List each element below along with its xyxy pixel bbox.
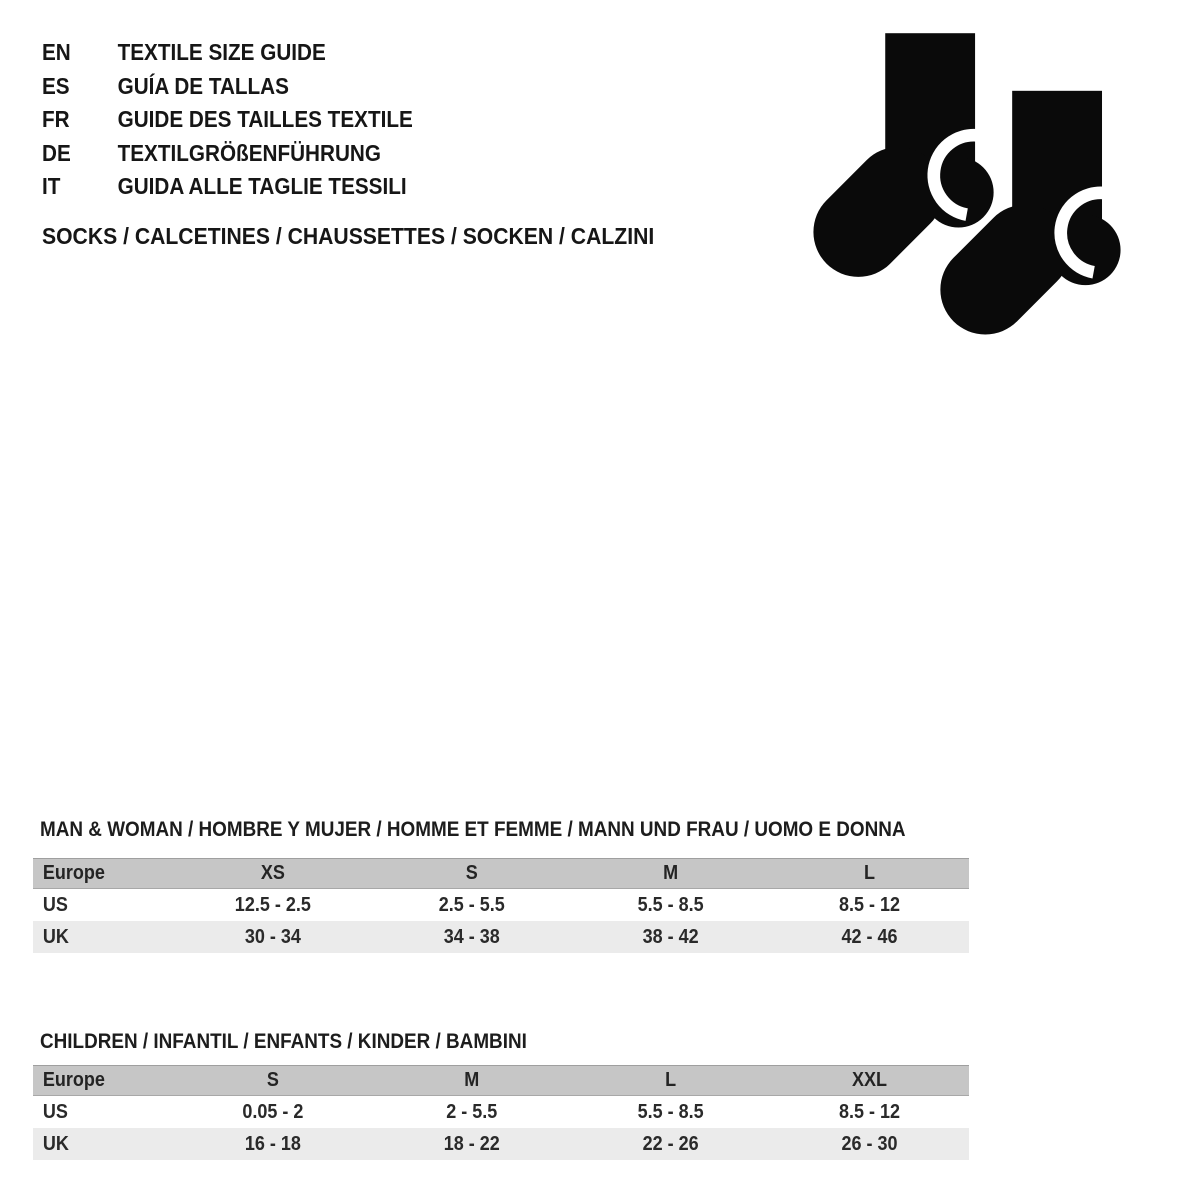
language-row: [42, 36, 413, 70]
size-table-header-row: [33, 1065, 969, 1096]
language-row: [42, 137, 413, 171]
table-header-cell: XS: [260, 862, 285, 884]
language-code: IT: [42, 173, 61, 199]
table-cell: US: [42, 893, 68, 916]
language-title: TEXTILGRÖßENFÜHRUNG: [117, 139, 381, 166]
table-header-cell: L: [864, 862, 876, 884]
language-row: [42, 103, 413, 137]
language-title: GUÍA DE TALLAS: [117, 72, 289, 99]
table-cell: 2 - 5.5: [446, 1100, 498, 1123]
language-title: TEXTILE SIZE GUIDE: [117, 39, 326, 65]
table-header-cell: S: [266, 1069, 279, 1091]
table-row: [33, 889, 969, 921]
table-cell: 5.5 - 8.5: [637, 893, 704, 916]
table-cell: 8.5 - 12: [839, 1100, 901, 1123]
table-header-cell: Europe: [42, 1069, 105, 1091]
table-cell: UK: [42, 1132, 69, 1155]
language-code: DE: [42, 139, 71, 166]
language-row: [42, 170, 413, 204]
language-code: FR: [42, 106, 70, 132]
table-header-cell: M: [464, 1069, 480, 1091]
table-cell: 2.5 - 5.5: [438, 893, 505, 916]
table-cell: 26 - 30: [841, 1132, 898, 1155]
table-cell: UK: [42, 925, 69, 948]
table-cell: 22 - 26: [642, 1132, 699, 1155]
table-header-cell: S: [465, 862, 478, 884]
table-header-cell: M: [663, 862, 679, 884]
table-header-cell: L: [665, 1069, 677, 1091]
size-table-children: [33, 1065, 969, 1160]
table-row: [33, 1096, 969, 1128]
table-cell: 8.5 - 12: [839, 893, 901, 916]
table-cell: 38 - 42: [642, 925, 699, 948]
table-header-cell: Europe: [42, 862, 105, 884]
language-legend: [42, 36, 413, 204]
language-code: ES: [42, 72, 70, 99]
table-cell: 16 - 18: [244, 1132, 301, 1155]
socks-icon: [812, 33, 1144, 341]
table-cell: 12.5 - 2.5: [234, 893, 311, 916]
size-table-man-woman: [33, 858, 969, 953]
table-cell: 18 - 22: [443, 1132, 500, 1155]
table-row: [33, 1128, 969, 1160]
language-title: GUIDE DES TAILLES TEXTILE: [117, 106, 413, 132]
table-cell: 30 - 34: [244, 925, 301, 948]
table-cell: 34 - 38: [443, 925, 500, 948]
size-table-header-row: [33, 858, 969, 889]
table-cell: 5.5 - 8.5: [637, 1100, 704, 1123]
product-category-title: SOCKS / CALCETINES / CHAUSSETTES / SOCKEN / CALZINI: [42, 223, 655, 249]
language-title: GUIDA ALLE TAGLIE TESSILI: [117, 173, 407, 199]
table-row: [33, 921, 969, 953]
table-cell: US: [42, 1100, 68, 1123]
section-title-children: CHILDREN / INFANTIL / ENFANTS / KINDER / BAMBINI: [40, 1030, 527, 1053]
section-title-man-woman: MAN & WOMAN / HOMBRE Y MUJER / HOMME ET FEMME / MANN UND FRAU / UOMO E DONNA: [40, 818, 906, 841]
language-code: EN: [42, 39, 71, 65]
language-row: [42, 70, 413, 104]
table-header-cell: XXL: [852, 1069, 888, 1091]
table-cell: 0.05 - 2: [242, 1100, 304, 1123]
table-cell: 42 - 46: [841, 925, 898, 948]
